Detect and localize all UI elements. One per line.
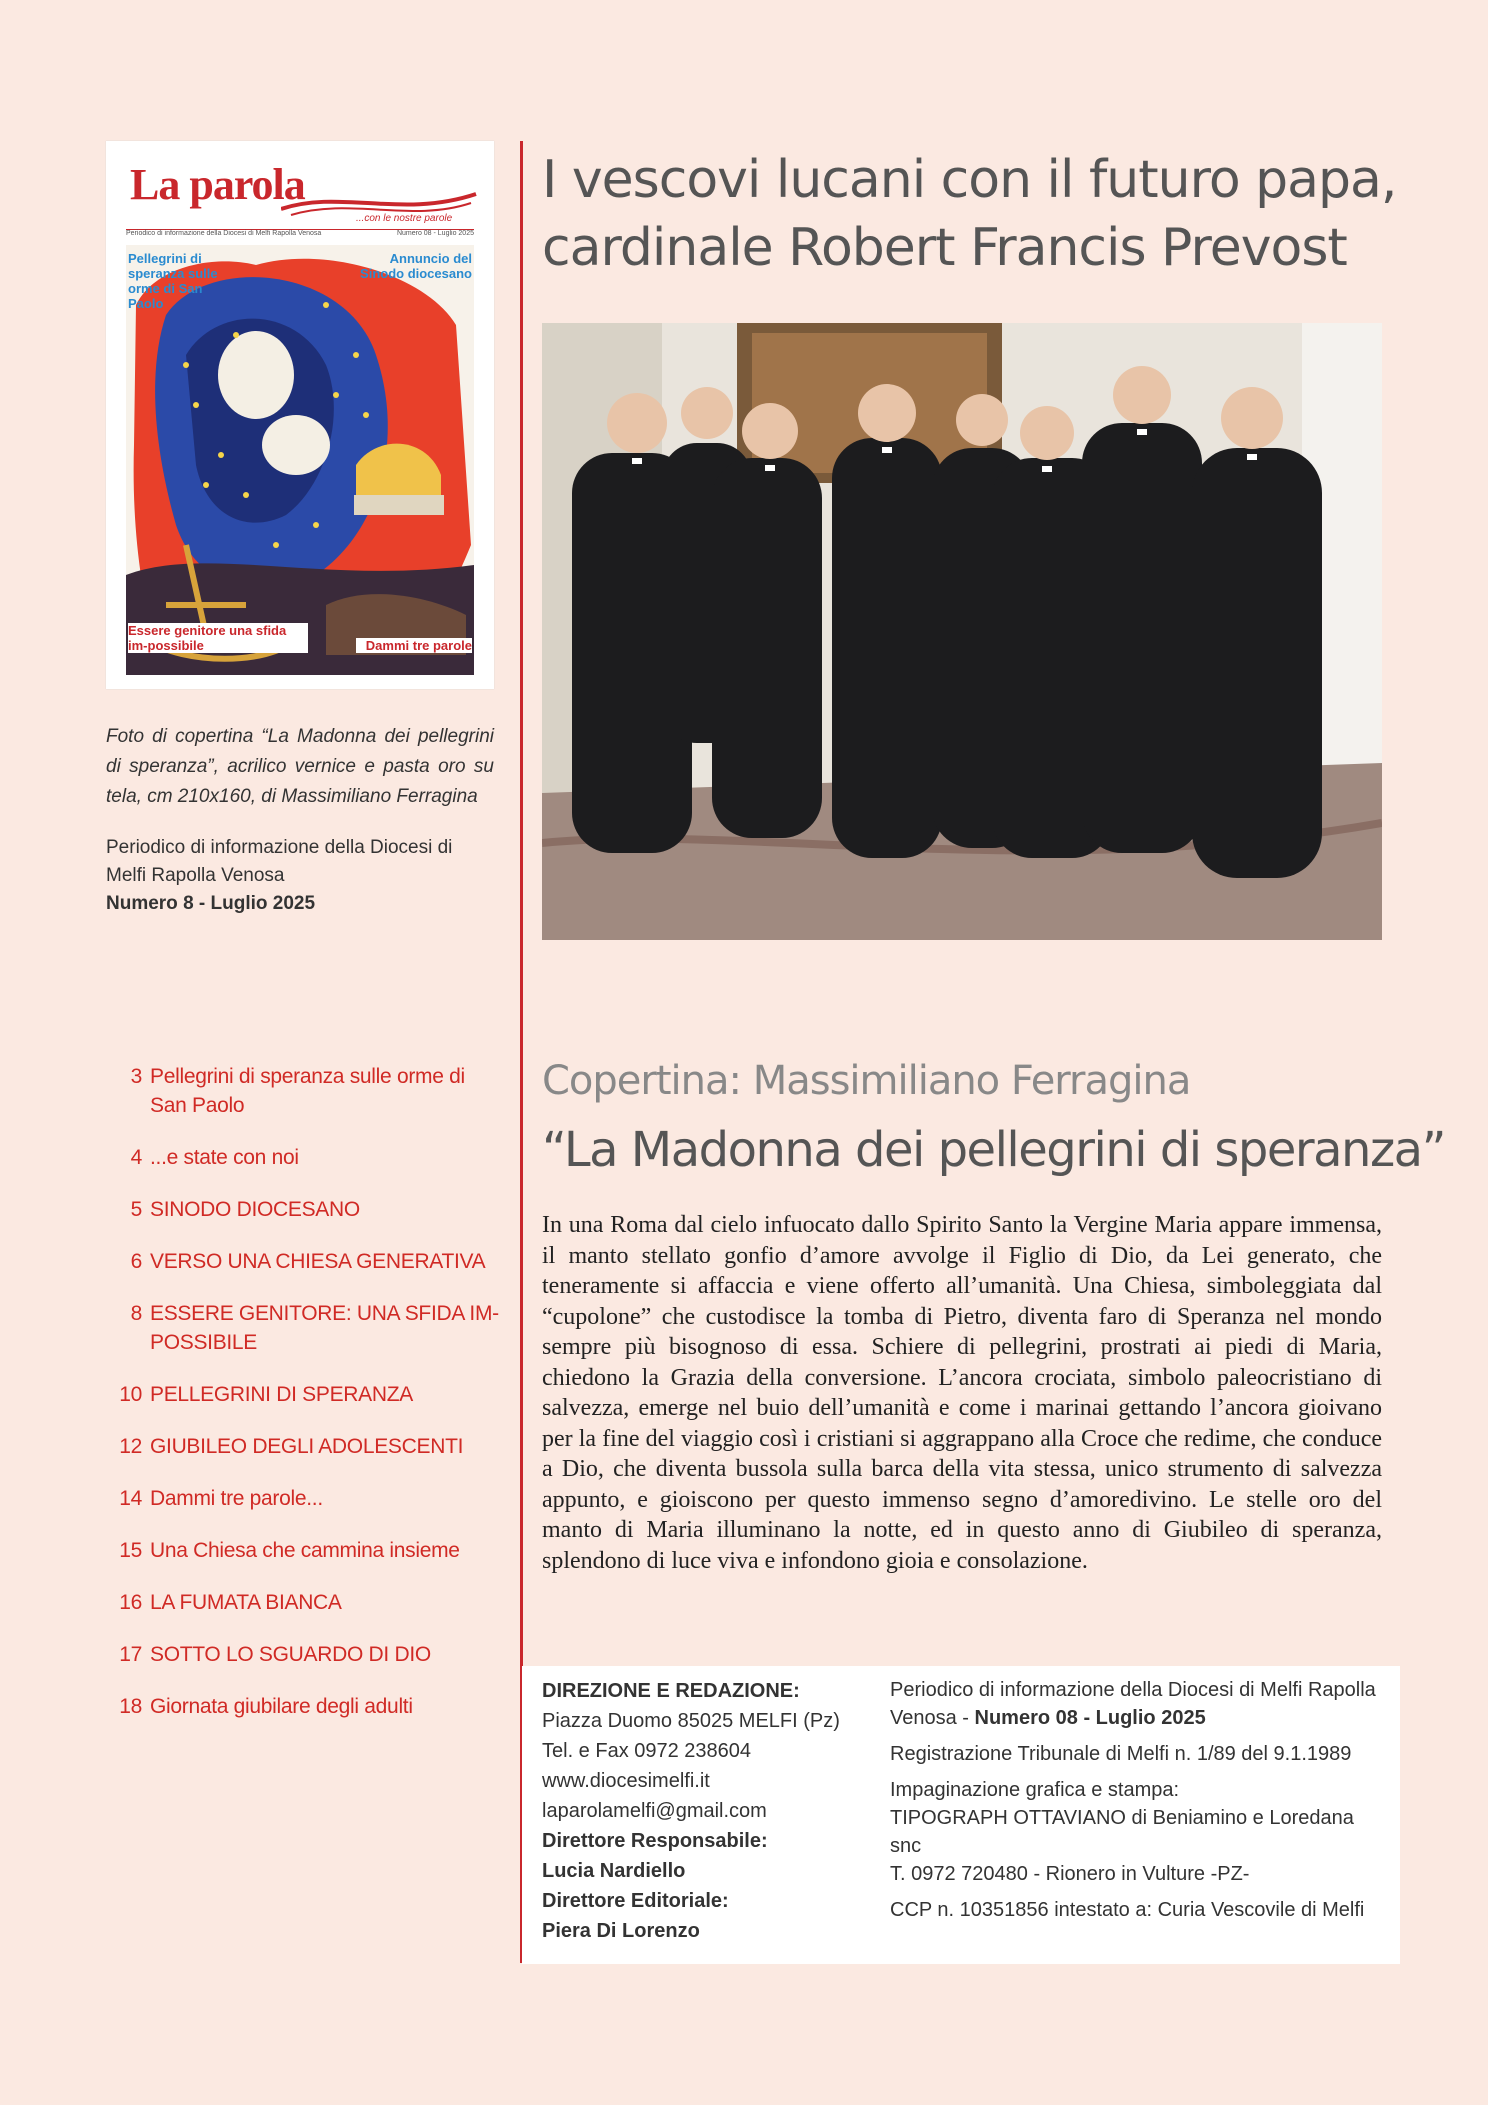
masthead-editorial: DIREZIONE E REDAZIONE: Piazza Duomo 85025 MELFI (Pz) Tel. e Fax 0972 238604 www.diocesimelfi.it laparolamelfi@gmail.com Direttore Responsabile: Lucia Nardiello Direttore Editoriale: Piera Di Lorenzo bbox=[542, 1680, 840, 1942]
toc-item[interactable] bbox=[108, 1143, 503, 1172]
toc-item[interactable] bbox=[108, 1195, 503, 1224]
table-of-contents bbox=[108, 1062, 503, 1744]
toc-item[interactable] bbox=[108, 1432, 503, 1461]
toc-title: ESSERE GENITORE: UNA SFIDA IM-POSSIBILE bbox=[150, 1302, 499, 1354]
toc-page-number: 16 bbox=[119, 1591, 142, 1614]
toc-item[interactable] bbox=[108, 1588, 503, 1617]
toc-item[interactable] bbox=[108, 1062, 503, 1120]
toc-item[interactable] bbox=[108, 1484, 503, 1513]
toc-page-number: 18 bbox=[119, 1695, 142, 1718]
toc-item[interactable] bbox=[108, 1380, 503, 1409]
issue-number: Numero 8 - Luglio 2025 bbox=[106, 893, 316, 914]
toc-title: Una Chiesa che cammina insieme bbox=[150, 1539, 460, 1562]
toc-item[interactable] bbox=[108, 1640, 503, 1669]
article-title: “La Madonna dei pellegrini di speranza” bbox=[542, 1122, 1445, 1178]
toc-page-number: 12 bbox=[119, 1435, 142, 1458]
periodical-info: Periodico di informazione della Diocesi di Melfi Rapolla Venosa Numero 8 - Luglio 2025 bbox=[106, 837, 453, 914]
toc-page-number: 3 bbox=[130, 1065, 142, 1088]
cover-logo: La parola bbox=[130, 160, 305, 209]
toc-title: ...e state con noi bbox=[150, 1146, 299, 1169]
toc-title: Giornata giubilare degli adulti bbox=[150, 1695, 413, 1718]
toc-title: PELLEGRINI DI SPERANZA bbox=[150, 1383, 413, 1406]
website-link[interactable]: www.diocesimelfi.it bbox=[542, 1770, 710, 1792]
main-headline: I vescovi lucani con il futuro papa, cardinale Robert Francis Prevost bbox=[542, 150, 1397, 278]
email-link[interactable]: laparolamelfi@gmail.com bbox=[542, 1800, 767, 1822]
cover-topic: Dammi tre parole bbox=[356, 638, 472, 653]
cover-topic: Annuncio del Sinodo diocesano bbox=[360, 251, 472, 281]
masthead-box bbox=[522, 1666, 1400, 1964]
toc-item[interactable] bbox=[108, 1536, 503, 1565]
toc-title: VERSO UNA CHIESA GENERATIVA bbox=[150, 1250, 486, 1273]
cover-photo-caption: Foto di copertina “La Madonna dei pellegrini di speranza”, acrilico vernice e pasta oro su tela, cm 210x160, di Massimiliano Ferragina bbox=[106, 726, 494, 807]
toc-title: LA FUMATA BIANCA bbox=[150, 1591, 342, 1614]
cover-thumbnail[interactable] bbox=[106, 141, 494, 689]
cover-info-strip: Periodico di informazione della Diocesi di Melfi Rapolla Venosa Numero 08 - Luglio 2025 bbox=[126, 229, 474, 240]
cover-topic: Essere genitore una sfida im-possibile bbox=[128, 623, 308, 653]
toc-title: Dammi tre parole... bbox=[150, 1487, 323, 1510]
toc-item[interactable] bbox=[108, 1299, 503, 1357]
toc-title: SOTTO LO SGUARDO DI DIO bbox=[150, 1643, 431, 1666]
toc-item[interactable] bbox=[108, 1692, 503, 1721]
cover-tagline: ...con le nostre parole bbox=[356, 213, 453, 224]
article-kicker: Copertina: Massimiliano Ferragina bbox=[542, 1058, 1191, 1104]
toc-page-number: 5 bbox=[130, 1198, 142, 1221]
toc-page-number: 8 bbox=[130, 1302, 142, 1325]
cover-topic: Pellegrini di speranza sulle orme di San Paolo bbox=[128, 251, 218, 311]
article-body: In una Roma dal cielo infuocato dallo Spirito Santo la Vergine Maria appare immensa, il manto stellato gonfio d’amore avvolge il Figlio di Dio, da Lei generato, che teneramente si affaccia e viene offerto all’umanità. Una Chiesa, simboleggiata dal “cupolone” che custodisce la tomba di Pietro, diventa faro di Speranza nel mondo sempre più bisognoso di essa. Schiere di pellegrini, prostrati ai piedi di Maria, chiedono la Grazia della conversione. L’ancora crociata, simbolo paleocristiano di salvezza, emerge nel buio dell’umanità e come i marinai gettando l’ancora gioivano per la fine del viaggio così i cristiani si aggrappano alla Croce che redime, che conduce a Dio, che diventa bussola sulla barca della vita stessa, unico strumento di salvezza appunto, e gioiscono per questo immenso segno d’amoredivino. Le stelle oro del manto di Maria illuminano la notte, ed in questo anno di Giubileo di speranza, splendono di luce viva e infondono gioia e consolazione. bbox=[542, 1212, 1382, 1574]
toc-page-number: 15 bbox=[119, 1539, 142, 1562]
toc-page-number: 14 bbox=[119, 1487, 142, 1510]
toc-title: GIUBILEO DEGLI ADOLESCENTI bbox=[150, 1435, 464, 1458]
toc-page-number: 17 bbox=[119, 1643, 142, 1666]
toc-item[interactable] bbox=[108, 1247, 503, 1276]
toc-page-number: 4 bbox=[130, 1146, 142, 1169]
toc-page-number: 10 bbox=[119, 1383, 142, 1406]
toc-page-number: 6 bbox=[130, 1250, 142, 1273]
masthead-publication: Periodico di informazione della Diocesi di Melfi Rapolla Venosa - Numero 08 - Luglio 2025 Registrazione Tribunale di Melfi n. 1/89 del 9.1.1989 Impaginazione grafica e stampa: TIPOGRAPH OTTAVIANO di Beniamino e Loredana snc T. 0972 720480 - Rionero in Vulture -PZ- CCP n. 10351856 intestato a: Curia Vescovile di Melfi bbox=[890, 1679, 1376, 1921]
toc-title: SINODO DIOCESANO bbox=[150, 1198, 360, 1221]
toc-title: Pellegrini di speranza sulle orme di San Paolo bbox=[150, 1065, 465, 1117]
bishops-group-photo bbox=[542, 323, 1382, 940]
